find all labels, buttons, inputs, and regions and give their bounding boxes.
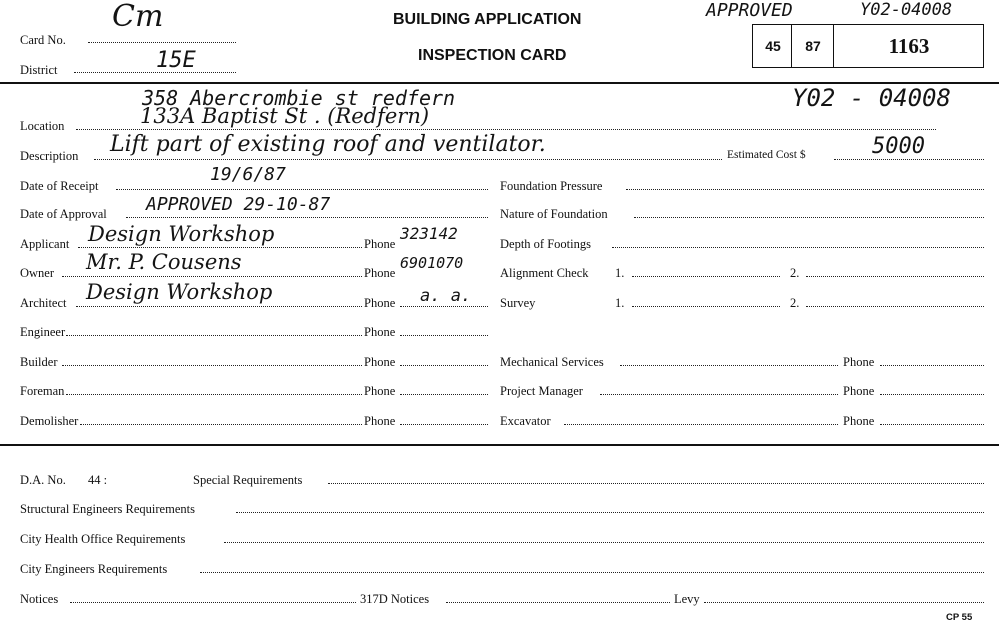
excavator-label: Excavator <box>500 414 551 428</box>
special-requirements-label: Special Requirements <box>193 473 303 487</box>
mechanical-phone-label: Phone <box>843 355 875 369</box>
architect-phone-line <box>400 306 488 307</box>
foreman-phone-line <box>400 394 488 395</box>
date-of-approval-value: APPROVED 29-10-87 <box>146 194 331 215</box>
architect-value: Design Workshop <box>86 280 273 304</box>
title-line-1: BUILDING APPLICATION <box>393 11 582 28</box>
location-line <box>76 129 936 130</box>
district-value: 15E <box>156 48 196 73</box>
architect-phone-label: Phone <box>364 296 396 310</box>
health-requirements-line <box>224 542 984 543</box>
survey-1: 1. <box>615 296 625 310</box>
survey-line-2 <box>806 306 984 307</box>
nature-of-foundation-line <box>634 217 984 218</box>
health-requirements-label: City Health Office Requirements <box>20 532 186 546</box>
demolisher-phone-line <box>400 424 488 425</box>
reference-handwritten: Y02 - 04008 <box>792 84 951 112</box>
mechanical-services-label: Mechanical Services <box>500 355 604 369</box>
engineers-requirements-line <box>200 572 984 573</box>
date-of-receipt-label: Date of Receipt <box>20 179 99 193</box>
engineer-label: Engineer <box>20 325 66 339</box>
estimated-cost-value: 5000 <box>872 134 925 159</box>
project-manager-label: Project Manager <box>500 384 583 398</box>
reference-top: Y02-04008 <box>860 0 953 20</box>
alignment-check-line-2 <box>806 276 984 277</box>
form-code: CP 55 <box>946 612 973 623</box>
notices-label: Notices <box>20 592 59 606</box>
district-line <box>74 72 236 73</box>
owner-line <box>62 276 362 277</box>
project-manager-phone-line <box>880 394 984 395</box>
location-label: Location <box>20 119 65 133</box>
da-no-value: 44 : <box>88 473 108 487</box>
survey-2: 2. <box>790 296 800 310</box>
excavator-line <box>564 424 838 425</box>
alignment-check-1: 1. <box>615 266 625 280</box>
engineer-line <box>66 335 362 336</box>
date-of-approval-label: Date of Approval <box>20 207 107 221</box>
applicant-phone-label: Phone <box>364 237 396 251</box>
builder-label: Builder <box>20 355 58 369</box>
foreman-phone-label: Phone <box>364 384 396 398</box>
applicant-line <box>78 247 362 248</box>
box-cell-2: 87 <box>805 38 821 54</box>
levy-label: Levy <box>674 592 700 606</box>
survey-label: Survey <box>500 296 536 310</box>
approved-stamp: APPROVED <box>706 0 793 21</box>
title-line-2: INSPECTION CARD <box>418 47 567 64</box>
date-of-receipt-value: 19/6/87 <box>210 164 286 185</box>
architect-label: Architect <box>20 296 67 310</box>
depth-of-footings-label: Depth of Footings <box>500 237 591 251</box>
architect-line <box>76 306 362 307</box>
owner-phone-label: Phone <box>364 266 396 280</box>
alignment-check-label: Alignment Check <box>500 266 589 280</box>
engineers-requirements-label: City Engineers Requirements <box>20 562 168 576</box>
estimated-cost-label: Estimated Cost $ <box>727 149 806 161</box>
owner-label: Owner <box>20 266 55 280</box>
depth-of-footings-line <box>612 247 984 248</box>
builder-phone-line <box>400 365 488 366</box>
foreman-label: Foreman <box>20 384 65 398</box>
alignment-check-line-1 <box>632 276 780 277</box>
excavator-phone-line <box>880 424 984 425</box>
owner-value: Mr. P. Cousens <box>86 250 242 274</box>
notices-317d-label: 317D Notices <box>360 592 430 606</box>
description-line <box>94 159 722 160</box>
nature-of-foundation-label: Nature of Foundation <box>500 207 608 221</box>
owner-phone-value: 6901070 <box>400 254 464 272</box>
builder-phone-label: Phone <box>364 355 396 369</box>
demolisher-label: Demolisher <box>20 414 79 428</box>
notices-line <box>70 602 356 603</box>
date-of-receipt-line <box>116 189 488 190</box>
box-cell-1: 45 <box>765 38 781 54</box>
structural-requirements-line <box>236 512 984 513</box>
architect-phone-value: a. a. <box>420 286 472 306</box>
description-label: Description <box>20 149 79 163</box>
date-of-approval-line <box>126 217 488 218</box>
notices-317d-line <box>446 602 670 603</box>
location-value-line2: 133A Baptist St . (Redfern) <box>140 104 430 128</box>
card-no-value: Cm <box>112 0 164 34</box>
box-number: 1163 <box>888 34 930 58</box>
levy-line <box>704 602 984 603</box>
special-requirements-line <box>328 483 984 484</box>
foundation-pressure-label: Foundation Pressure <box>500 179 603 193</box>
card-no-line <box>88 42 236 43</box>
demolisher-phone-label: Phone <box>364 414 396 428</box>
location-value-line1: 358 Abercrombie st redfern <box>142 86 456 110</box>
district-label: District <box>20 63 58 77</box>
applicant-phone-value: 323142 <box>400 224 458 243</box>
foundation-pressure-line <box>626 189 984 190</box>
applicant-label: Applicant <box>20 237 70 251</box>
project-manager-phone-label: Phone <box>843 384 875 398</box>
mechanical-phone-line <box>880 365 984 366</box>
structural-requirements-label: Structural Engineers Requirements <box>20 502 195 516</box>
description-value: Lift part of existing roof and ventilator. <box>110 132 546 157</box>
excavator-phone-label: Phone <box>843 414 875 428</box>
project-manager-line <box>600 394 838 395</box>
engineer-phone-label: Phone <box>364 325 396 339</box>
applicant-value: Design Workshop <box>88 222 275 246</box>
da-no-label: D.A. No. <box>20 473 66 487</box>
section-divider <box>0 444 999 446</box>
alignment-check-2: 2. <box>790 266 800 280</box>
mechanical-services-line <box>620 365 838 366</box>
demolisher-line <box>80 424 362 425</box>
estimated-cost-line <box>834 159 984 160</box>
survey-line-1 <box>632 306 780 307</box>
engineer-phone-line <box>400 335 488 336</box>
card-no-label: Card No. <box>20 33 66 47</box>
builder-line <box>62 365 362 366</box>
foreman-line <box>66 394 362 395</box>
